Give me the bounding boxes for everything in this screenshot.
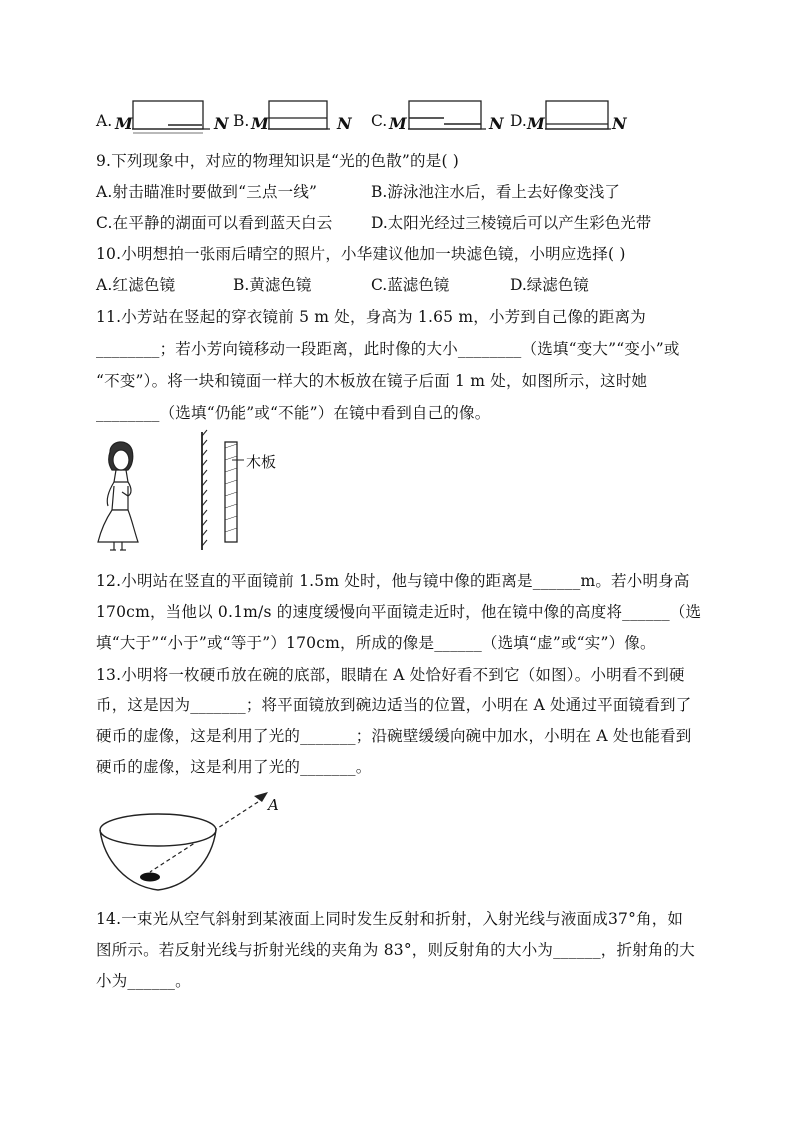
q10-option-a: A.红滤色镜 <box>96 276 176 294</box>
q11-line-2: ________；若小芳向镜移动一段距离，此时像的大小________（选填“变大”“变小”或 <box>96 340 680 358</box>
q11-line-4: ________（选填“仍能”或“不能”）在镜中看到自己的像。 <box>96 404 491 422</box>
q12-line-2: 170cm，当他以 0.1m/s 的速度缓慢向平面镜走近时，他在镜中像的高度将______（选 <box>96 603 702 621</box>
q8-option-c-m: M <box>389 114 407 133</box>
q13-line-3: 硬币的虚像，这是利用了光的_______；沿碗壁缓缓向碗中加水，小明在 A 处也能看到 <box>96 727 692 745</box>
point-a-label: A <box>268 796 279 814</box>
q8-option-b-m: M <box>251 114 269 133</box>
eye-icon <box>254 792 268 802</box>
q8-option-a-diagram <box>132 100 212 134</box>
q10-option-d: D.绿滤色镜 <box>510 276 589 294</box>
girl-figure <box>98 442 138 550</box>
q14-line-3: 小为______。 <box>96 972 191 990</box>
wooden-board <box>225 442 244 542</box>
q14-line-1: 14.一束光从空气斜射到某液面上同时发生反射和折射，入射光线与液面成37°角，如 <box>96 910 684 928</box>
q8-option-c-n: N <box>489 114 504 133</box>
q13-line-4: 硬币的虚像，这是利用了光的_______。 <box>96 758 372 776</box>
q8-option-d-n: N <box>612 114 627 133</box>
q8-option-a-n: N <box>214 114 229 133</box>
board-label: 木板 <box>246 453 277 471</box>
q10-stem: 10.小明想拍一张雨后晴空的照片，小华建议他加一块滤色镜，小明应选择( ) <box>96 245 626 263</box>
q8-option-d-diagram <box>545 100 615 134</box>
q11-figure <box>92 430 322 555</box>
q8-option-a-label: A. <box>96 112 113 130</box>
q10-option-c: C.蓝滤色镜 <box>371 276 450 294</box>
q13-figure <box>96 780 296 900</box>
q10-option-b: B.黄滤色镜 <box>233 276 312 294</box>
q9-option-b: B.游泳池注水后，看上去好像变浅了 <box>371 183 620 201</box>
coin <box>140 873 160 882</box>
q8-option-b-label: B. <box>233 112 250 130</box>
q9-option-c: C.在平静的湖面可以看到蓝天白云 <box>96 214 333 232</box>
q11-line-3: “不变”）。将一块和镜面一样大的木板放在镜子后面 1 m 处，如图所示，这时她 <box>96 372 648 390</box>
q8-option-c-label: C. <box>371 112 388 130</box>
q12-line-3: 填“大于”“小于”或“等于”）170cm，所成的像是______（选填“虚”或“实”）像。 <box>96 634 656 652</box>
q9-stem: 9.下列现象中，对应的物理知识是“光的色散”的是( ) <box>96 152 460 170</box>
q8-option-d-label: D. <box>510 112 527 130</box>
q8-option-d-m: M <box>527 114 545 133</box>
mirror <box>202 430 207 550</box>
q9-option-a: A.射击瞄准时要做到“三点一线” <box>96 183 318 201</box>
q12-line-1: 12.小明站在竖直的平面镜前 1.5m 处时，他与镜中像的距离是______m。若小明身高 <box>96 572 690 590</box>
q11-line-1: 11.小芳站在竖起的穿衣镜前 5 m 处，身高为 1.65 m，小芳到自己像的距离为 <box>96 308 646 326</box>
q8-option-b-n: N <box>337 114 352 133</box>
q8-option-a-m: M <box>115 114 133 133</box>
bowl-rim <box>100 814 216 846</box>
q13-line-1: 13.小明将一枚硬币放在碗的底部，眼睛在 A 处恰好看不到它（如图）。小明看不到硬 <box>96 666 685 684</box>
q9-option-d: D.太阳光经过三棱镜后可以产生彩色光带 <box>371 214 652 232</box>
q8-option-b-diagram <box>268 100 334 134</box>
q8-option-c-diagram <box>408 100 490 134</box>
q13-line-2: 币，这是因为_______；将平面镜放到碗边适当的位置，小明在 A 处通过平面镜看到了 <box>96 696 692 714</box>
q14-line-2: 图所示。若反射光线与折射光线的夹角为 83°，则反射角的大小为______，折射角的大 <box>96 941 696 959</box>
